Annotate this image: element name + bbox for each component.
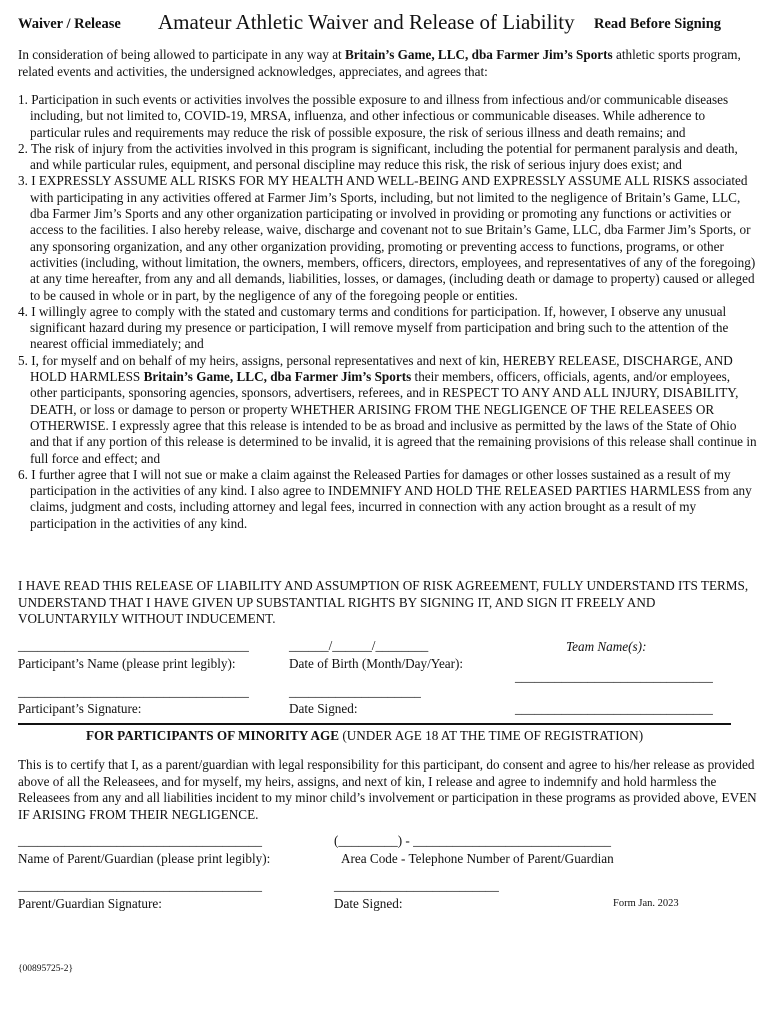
form-date: Form Jan. 2023 — [613, 898, 679, 909]
page-title: Amateur Athletic Waiver and Release of Liability — [158, 10, 575, 34]
dob-label: Date of Birth (Month/Day/Year): — [289, 656, 464, 671]
company-name: Britain’s Game, LLC, dba Farmer Jim’s Sports — [345, 47, 613, 62]
parent-signature-label: Parent/Guardian Signature: — [18, 896, 162, 911]
header-notice: Read Before Signing — [594, 16, 722, 32]
dob-field[interactable]: ______/______/________ — [289, 638, 429, 653]
participant-signature-label: Participant’s Signature: — [18, 701, 142, 716]
participant-name-field[interactable]: ___________________________________ — [18, 638, 249, 653]
term-item-2: 2. The risk of injury from the activities involved in this program is significant, including the potential for permanent paralysis and death, and while particular rules, equipment, and personal discipline may reduce this risk, the risk of serious injury does exist; and — [18, 140, 738, 173]
parent-name-label: Name of Parent/Guardian (please print legibly): — [18, 851, 271, 866]
date-signed-label: Date Signed: — [289, 701, 358, 716]
header-label: Waiver / Release — [18, 16, 121, 32]
parent-phone-field[interactable]: (_________) - ______________________________ — [334, 833, 611, 848]
term-item-5-company: Britain’s Game, LLC, dba Farmer Jim’s Sports — [143, 369, 412, 385]
parent-date-signed-field[interactable]: _________________________ — [334, 878, 499, 893]
parent-name-field[interactable]: _____________________________________ — [18, 833, 262, 848]
term-item-5-start: 5. I, for myself and on behalf of my heirs, assigns, personal representatives and next of kin, HEREBY RELEASE, DISCHARGE, AND HOLD HARMLESS — [18, 352, 733, 385]
term-item-6: 6. I further agree that I will not sue or make a claim against the Released Parties for damages or other losses sustained as a result of my participation in the activities of any kind. I also agree to INDEMNIFY AND HOLD THE RELEASED PARTIES HARMLESS from any claims, judgment and costs, including attorney and legal fees, incurred in connection with any action brought as a result of my participation in the activities of any kind. — [18, 466, 752, 531]
minority-section-heading — [86, 728, 643, 744]
minority-consent-paragraph: This is to certify that I, as a parent/guardian with legal responsibility for this participant, do consent and agree to his/her release as provided above of all the Releasees, and for myself, my heirs, assigns, and next of kin, I release and agree to indemnify and hold harmless the Releasees from any and all liabilities incident to my minor child’s involvement or participation in these programs as provided above, EVEN IF ARISING FROM THEIR NEGLIGENCE. — [18, 757, 757, 822]
intro-paragraph — [18, 47, 753, 80]
parent-date-signed-label: Date Signed: — [334, 896, 403, 911]
team-name-field-1[interactable]: ______________________________ — [515, 669, 713, 684]
intro-text-end: athletic sports program, related events and activities, the undersigned acknowledges, appreciates, and agrees that: — [18, 47, 741, 79]
acknowledgment-statement: I HAVE READ THIS RELEASE OF LIABILITY AND ASSUMPTION OF RISK AGREEMENT, FULLY UNDERSTAND ITS TERMS, UNDERSTAND THAT I HAVE GIVEN UP SUBSTANTIAL RIGHTS BY SIGNING IT, AND SIGN IT FREELY AND VOLUNTARYILY WITHOUT INDUCEMENT. — [18, 578, 749, 626]
intro-text-start: In consideration of being allowed to participate in any way at — [18, 47, 346, 62]
terms-list — [18, 92, 758, 532]
team-name-label: Team Name(s): — [566, 639, 647, 654]
term-item-3: 3. I EXPRESSLY ASSUME ALL RISKS FOR MY HEALTH AND WELL-BEING AND EXPRESSLY ASSUME ALL RISKS associated with participating in any activities offered at Farmer Jim’s Sports, including, but not limited to the negligence of Britain’s Game, LLC, dba Farmer Jim’s Sports and any other organization participating or involved in providing or promoting any functions or activities or access to the facilities. I also hereby release, waive, discharge and covenant not to sue Britain’s Game, LLC, dba Farmer Jim’s Sports, or any sponsoring organization, and any other organization providing, promoting or preventing access to functions, programs, or other activities (including, without limitation, the owners, members, officers, directors, employees, and representatives of any of the foregoing) at any time hereafter, from any and all demands, liabilities, losses, or damages, (including death or damage to property) caused or alleged to be caused in whole or in part, by the negligence of any of the foregoing people or entities. — [18, 173, 756, 303]
term-item-1: 1. Participation in such events or activities involves the possible exposure to and illness from infectious and/or communicable diseases including, but not limited to, COVID-19, MRSA, influenza, and other infectious or communicable diseases. While adherence to particular rules and requirements may reduce the risk of possible exposure, the risk of serious illness and death remains; and — [18, 92, 729, 140]
date-signed-field[interactable]: ____________________ — [289, 684, 421, 699]
parent-signature-field[interactable]: _____________________________________ — [18, 878, 262, 893]
parent-phone-label: Area Code - Telephone Number of Parent/Guardian — [341, 851, 614, 866]
minority-heading-bold: FOR PARTICIPANTS OF MINORITY AGE — [86, 728, 340, 743]
section-divider — [18, 723, 731, 725]
minority-heading-rest: (UNDER AGE 18 AT THE TIME OF REGISTRATION) — [339, 728, 644, 743]
participant-signature-field[interactable]: ___________________________________ — [18, 684, 249, 699]
participant-name-label: Participant’s Name (please print legibly): — [18, 656, 236, 671]
team-name-field-2[interactable]: ______________________________ — [515, 701, 713, 716]
document-id: {00895725-2} — [18, 964, 74, 974]
term-item-5 — [18, 353, 758, 467]
term-item-4: 4. I willingly agree to comply with the stated and customary terms and conditions for participation. If, however, I observe any unusual significant hazard during my presence or participation, I will remove myself from participation and bring such to the attention of the nearest official immediately; and — [18, 303, 729, 352]
term-item-5-end: their members, officers, officials, agents, and/or employees, other participants, sponsoring agencies, sponsors, advertisers, referees, and in RESPECT TO ANY AND ALL INJURY, DISABILITY, DEATH, or loss or damage to person or property WHETHER ARISING FROM THE NEGLIGENCE OF THE RELEASEES OR OTHERWISE. I expressly agree that this release is intended to be as broad and inclusive as permitted by the laws of the State of Ohio and that if any portion of this release is determined to be invalid, it is agreed that the remaining provisions of this release shall continue in full force and effect; and — [30, 369, 757, 466]
